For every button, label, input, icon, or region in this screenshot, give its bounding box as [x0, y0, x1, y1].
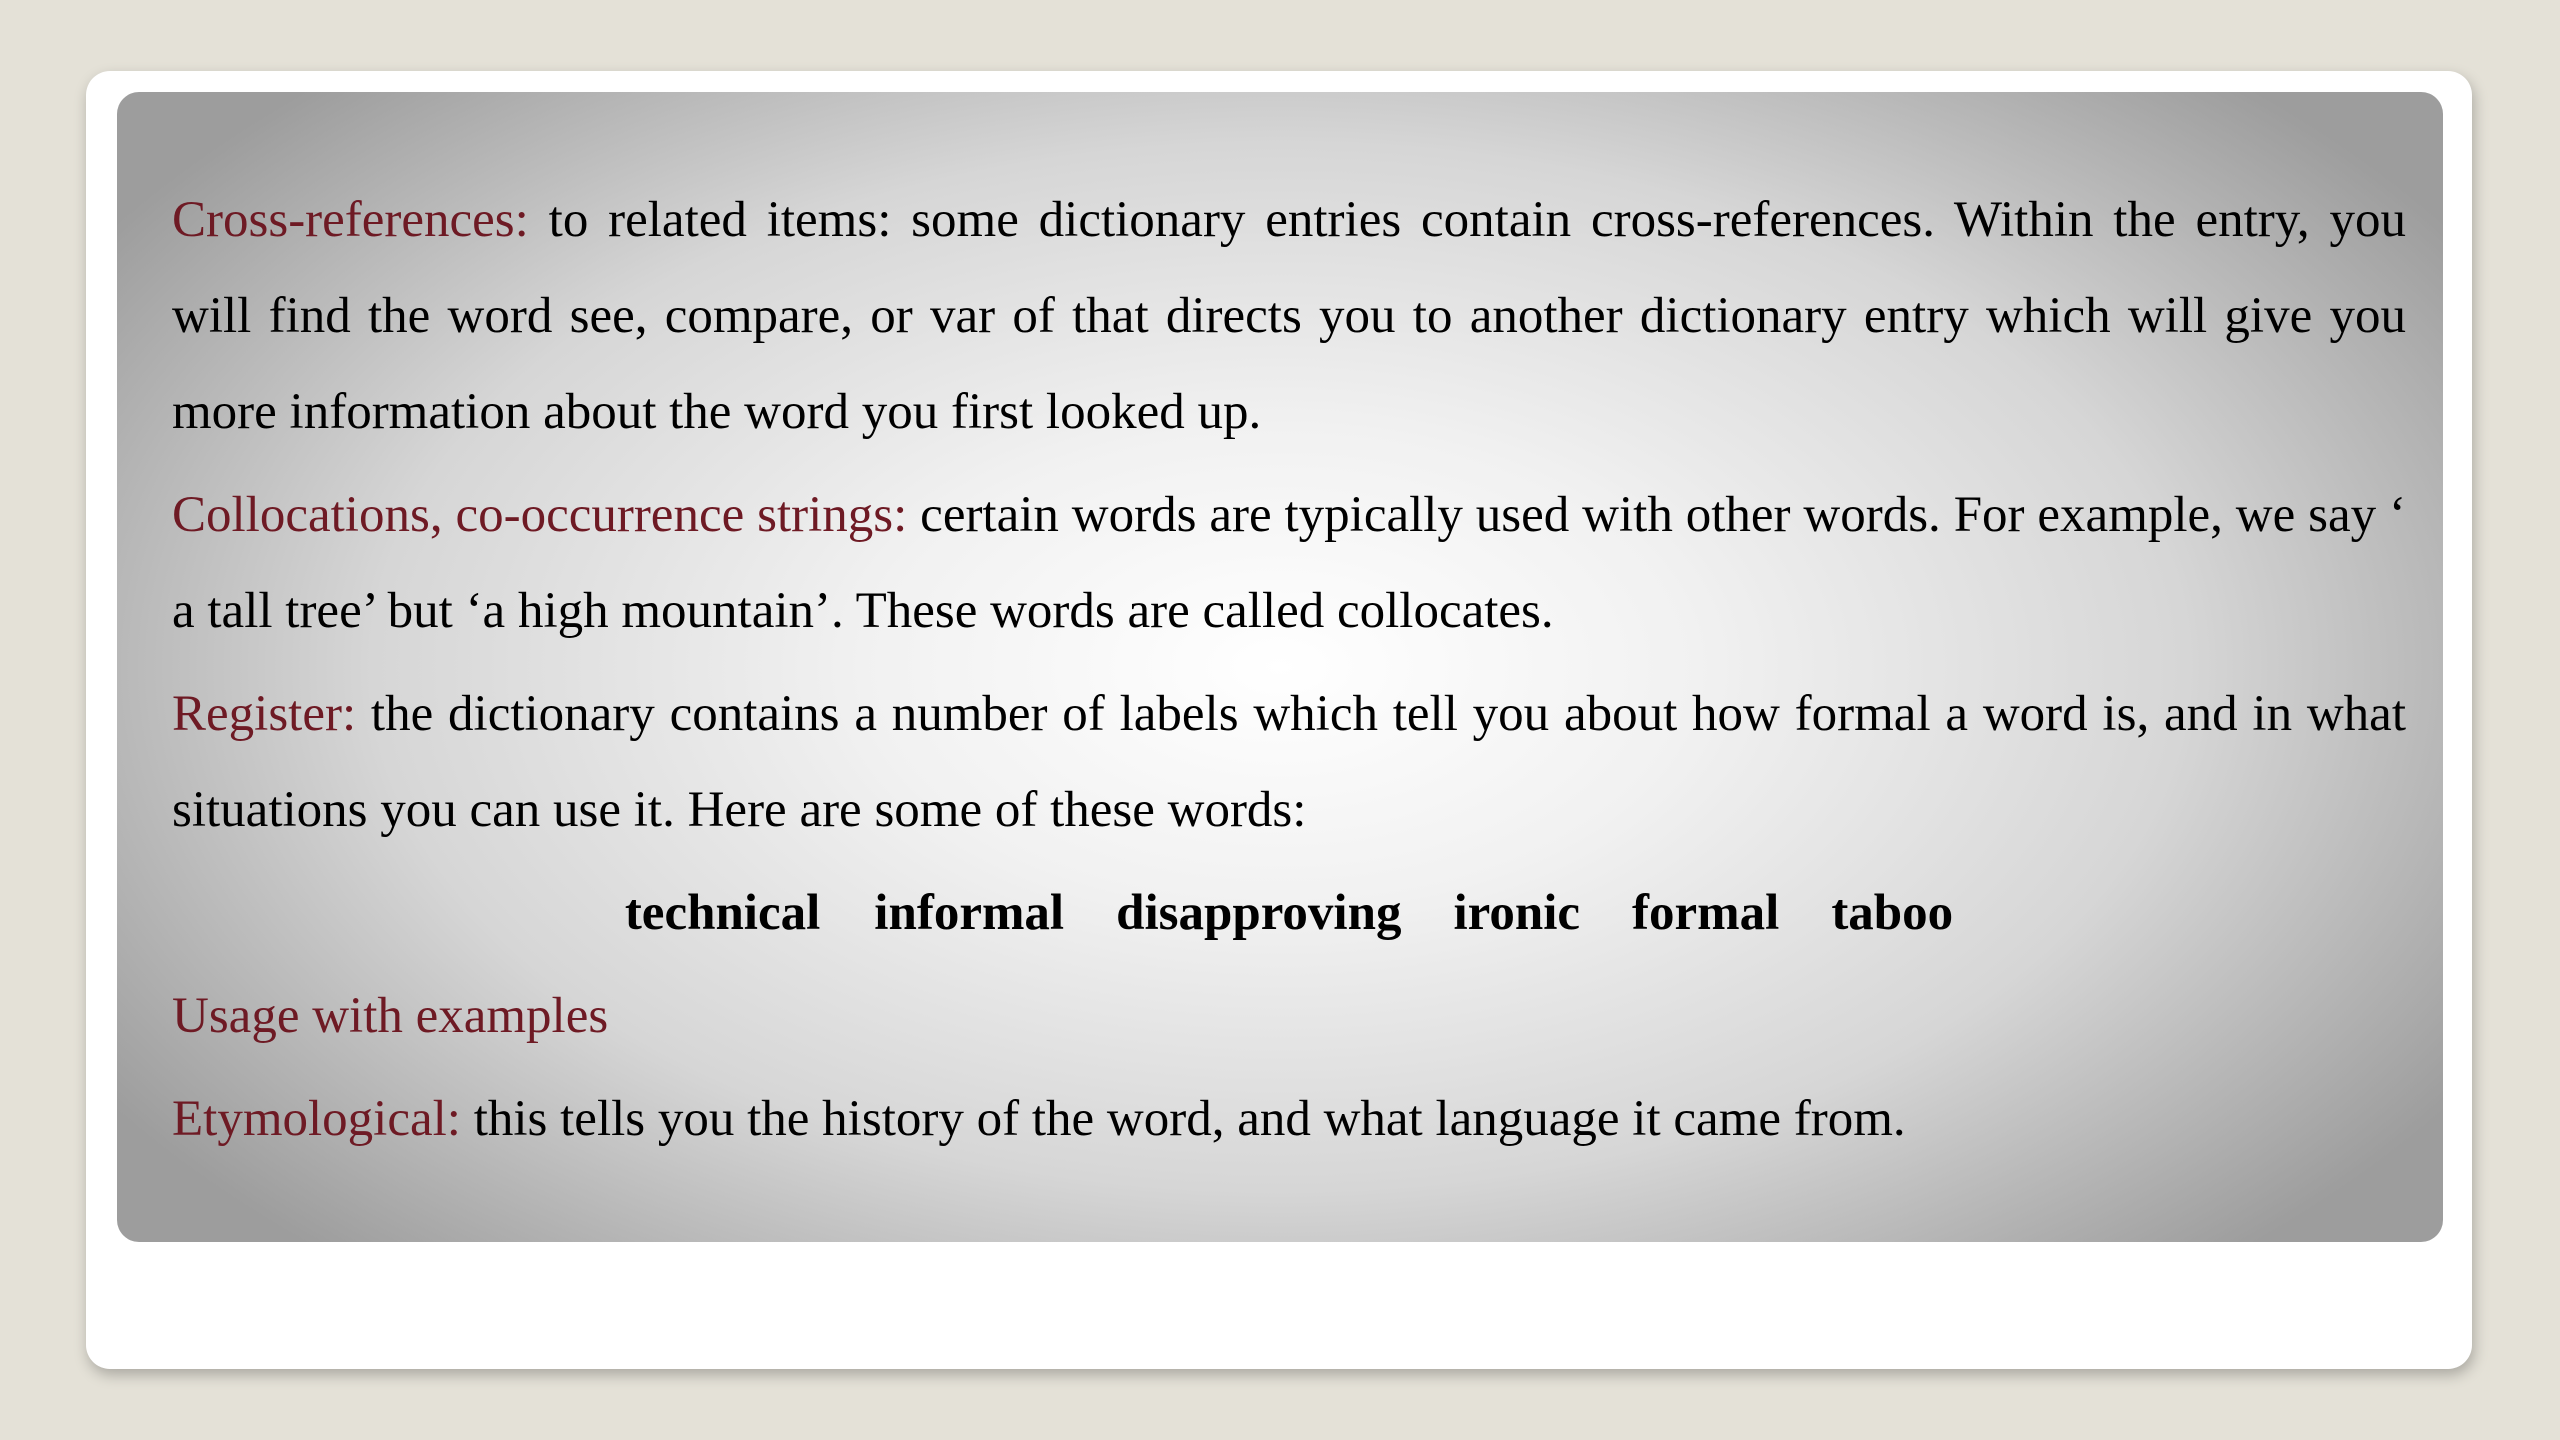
cross-references-paragraph	[172, 172, 2406, 460]
register-label-ironic: ironic	[1453, 885, 1581, 941]
register-labels-list	[172, 865, 2406, 961]
collocations-text: certain words are typically used with other words. For example, we say ‘ a tall tree’ but ‘a high mountain’. These words are called collocates.	[172, 487, 2406, 639]
register-label-disapproving: disapproving	[1116, 885, 1402, 941]
slide-content-panel	[117, 92, 2443, 1242]
cross-references-text: to related items: some dictionary entries contain cross-references. Within the entry, you will find the word see, compare, or var of that directs you to another dictionary entry which will give you more information about the word you first looked up.	[172, 192, 2406, 440]
register-term: Register:	[172, 686, 357, 742]
etymological-term: Etymological:	[172, 1091, 461, 1147]
register-label-informal: informal	[874, 885, 1065, 941]
register-label-technical: technical	[624, 885, 821, 941]
collocations-paragraph	[172, 467, 2406, 659]
collocations-term: Collocations, co-occurrence strings:	[172, 487, 908, 543]
etymological-paragraph	[172, 1071, 2406, 1167]
usage-paragraph	[172, 968, 2406, 1064]
register-label-taboo: taboo	[1831, 885, 1954, 941]
etymological-text: this tells you the history of the word, and what language it came from.	[460, 1091, 1906, 1147]
register-paragraph	[172, 666, 2406, 858]
cross-references-term: Cross-references:	[172, 192, 529, 248]
usage-term: Usage with examples	[172, 988, 609, 1044]
register-label-formal: formal	[1632, 885, 1780, 941]
register-text: the dictionary contains a number of labels which tell you about how formal a word is, and in what situations you can use it. Here are some of these words:	[172, 686, 2406, 838]
